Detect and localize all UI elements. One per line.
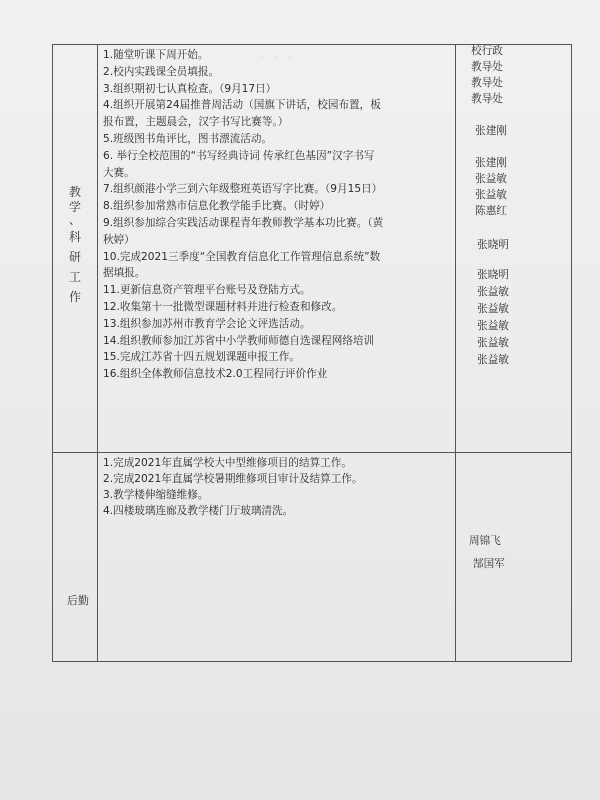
column-divider <box>455 45 457 452</box>
category-label-logistics: 后勤 <box>67 594 89 607</box>
list-item: 6. 举行全校范围的“书写经典诗词 传承红色基因”汉字书写 <box>103 149 375 162</box>
category-char: 科 <box>68 230 81 244</box>
list-item: 10.完成2021三季度“全国教育信息化工作管理信息系统”数 <box>103 250 381 263</box>
responsible-person: 张益敏 <box>475 189 507 201</box>
row-logistics <box>53 453 571 661</box>
responsible-person: 张益敏 <box>477 337 509 349</box>
responsible-person: 张建刚 <box>475 125 507 137</box>
responsible-person: 张益敏 <box>477 303 509 315</box>
responsible-person: 张益敏 <box>477 286 509 298</box>
item-list <box>103 455 453 519</box>
list-item: 报布置，主题晨会，汉字书写比赛等。） <box>103 116 289 129</box>
responsible-person: 周锦飞 <box>469 535 501 547</box>
responsible-person: 教导处 <box>471 77 503 89</box>
list-item: 11.更新信息资产管理平台账号及登陆方式。 <box>103 284 311 297</box>
list-item: 8.组织参加常熟市信息化教学能手比赛。（时婷） <box>103 200 331 213</box>
list-item: 1.完成2021年直属学校大中型维修项目的结算工作。 <box>103 457 352 469</box>
category-cell <box>53 45 98 452</box>
category-char: 学 <box>68 200 81 214</box>
responsible-person: 张晓明 <box>477 239 509 251</box>
list-item: 15.完成江苏省十四五规划课题申报工作。 <box>103 351 300 364</box>
responsible-person: 陈惠红 <box>475 205 507 217</box>
bleed-through-text: · · · <box>260 50 295 64</box>
list-item: 秋婷） <box>103 233 135 246</box>
list-item: 2.完成2021年直属学校暑期维修项目审计及结算工作。 <box>103 473 363 485</box>
responsible-person: 教导处 <box>471 93 503 105</box>
list-item: 14.组织教师参加江苏省中小学教师师德自选课程网络培训 <box>103 334 375 347</box>
responsible-person: 张益敏 <box>477 320 509 332</box>
row-teaching-research <box>53 45 571 453</box>
category-label-teaching-research <box>65 185 85 305</box>
list-item: 大赛。 <box>103 166 135 179</box>
responsible-person: 张建刚 <box>475 157 507 169</box>
work-plan-table <box>52 44 572 662</box>
list-item: 7.组织颜港小学三到六年级整班英语写字比赛。（9月15日） <box>103 183 383 196</box>
list-item: 5.班级图书角评比，图书漂流活动。 <box>103 132 273 145</box>
responsible-person: 校行政 <box>471 45 503 57</box>
list-item: 3.组织期初七认真检查。（9月17日） <box>103 82 277 95</box>
responsible-person: 教导处 <box>471 61 503 73</box>
responsible-person: 张晓明 <box>477 269 509 281</box>
list-item: 4.组织开展第24届推普周活动（国旗下讲话，校园布置，板 <box>103 99 381 112</box>
category-char: 研 <box>68 250 81 264</box>
category-cell <box>53 453 98 661</box>
list-item: 12.收集第十一批微型课题材料并进行检查和修改。 <box>103 300 343 313</box>
list-item: 2.校内实践课全员填报。 <box>103 65 220 78</box>
list-item: 13.组织参加苏州市教育学会论文评选活动。 <box>103 317 311 330</box>
list-item: 3.教学楼伸缩缝维修。 <box>103 489 209 501</box>
category-char: 、 <box>68 213 81 227</box>
item-list <box>103 47 453 383</box>
list-item: 1.随堂听课下周开始。 <box>103 49 209 61</box>
category-char: 作 <box>68 290 81 304</box>
list-item: 9.组织参加综合实践活动课程青年教师教学基本功比赛。（黄 <box>103 216 384 229</box>
list-item: 16.组织全体教师信息技术2.0工程同行评价作业 <box>103 368 328 381</box>
category-char: 教 <box>68 185 81 199</box>
responsible-person: 郜国军 <box>473 558 505 570</box>
responsible-person: 张益敏 <box>477 354 509 366</box>
list-item: 4.四楼玻璃连廊及教学楼门厅玻璃清洗。 <box>103 505 294 517</box>
list-item: 据填报。 <box>103 267 146 280</box>
column-divider <box>455 453 457 661</box>
responsible-person: 张益敏 <box>475 173 507 185</box>
category-char: 工 <box>68 270 81 284</box>
